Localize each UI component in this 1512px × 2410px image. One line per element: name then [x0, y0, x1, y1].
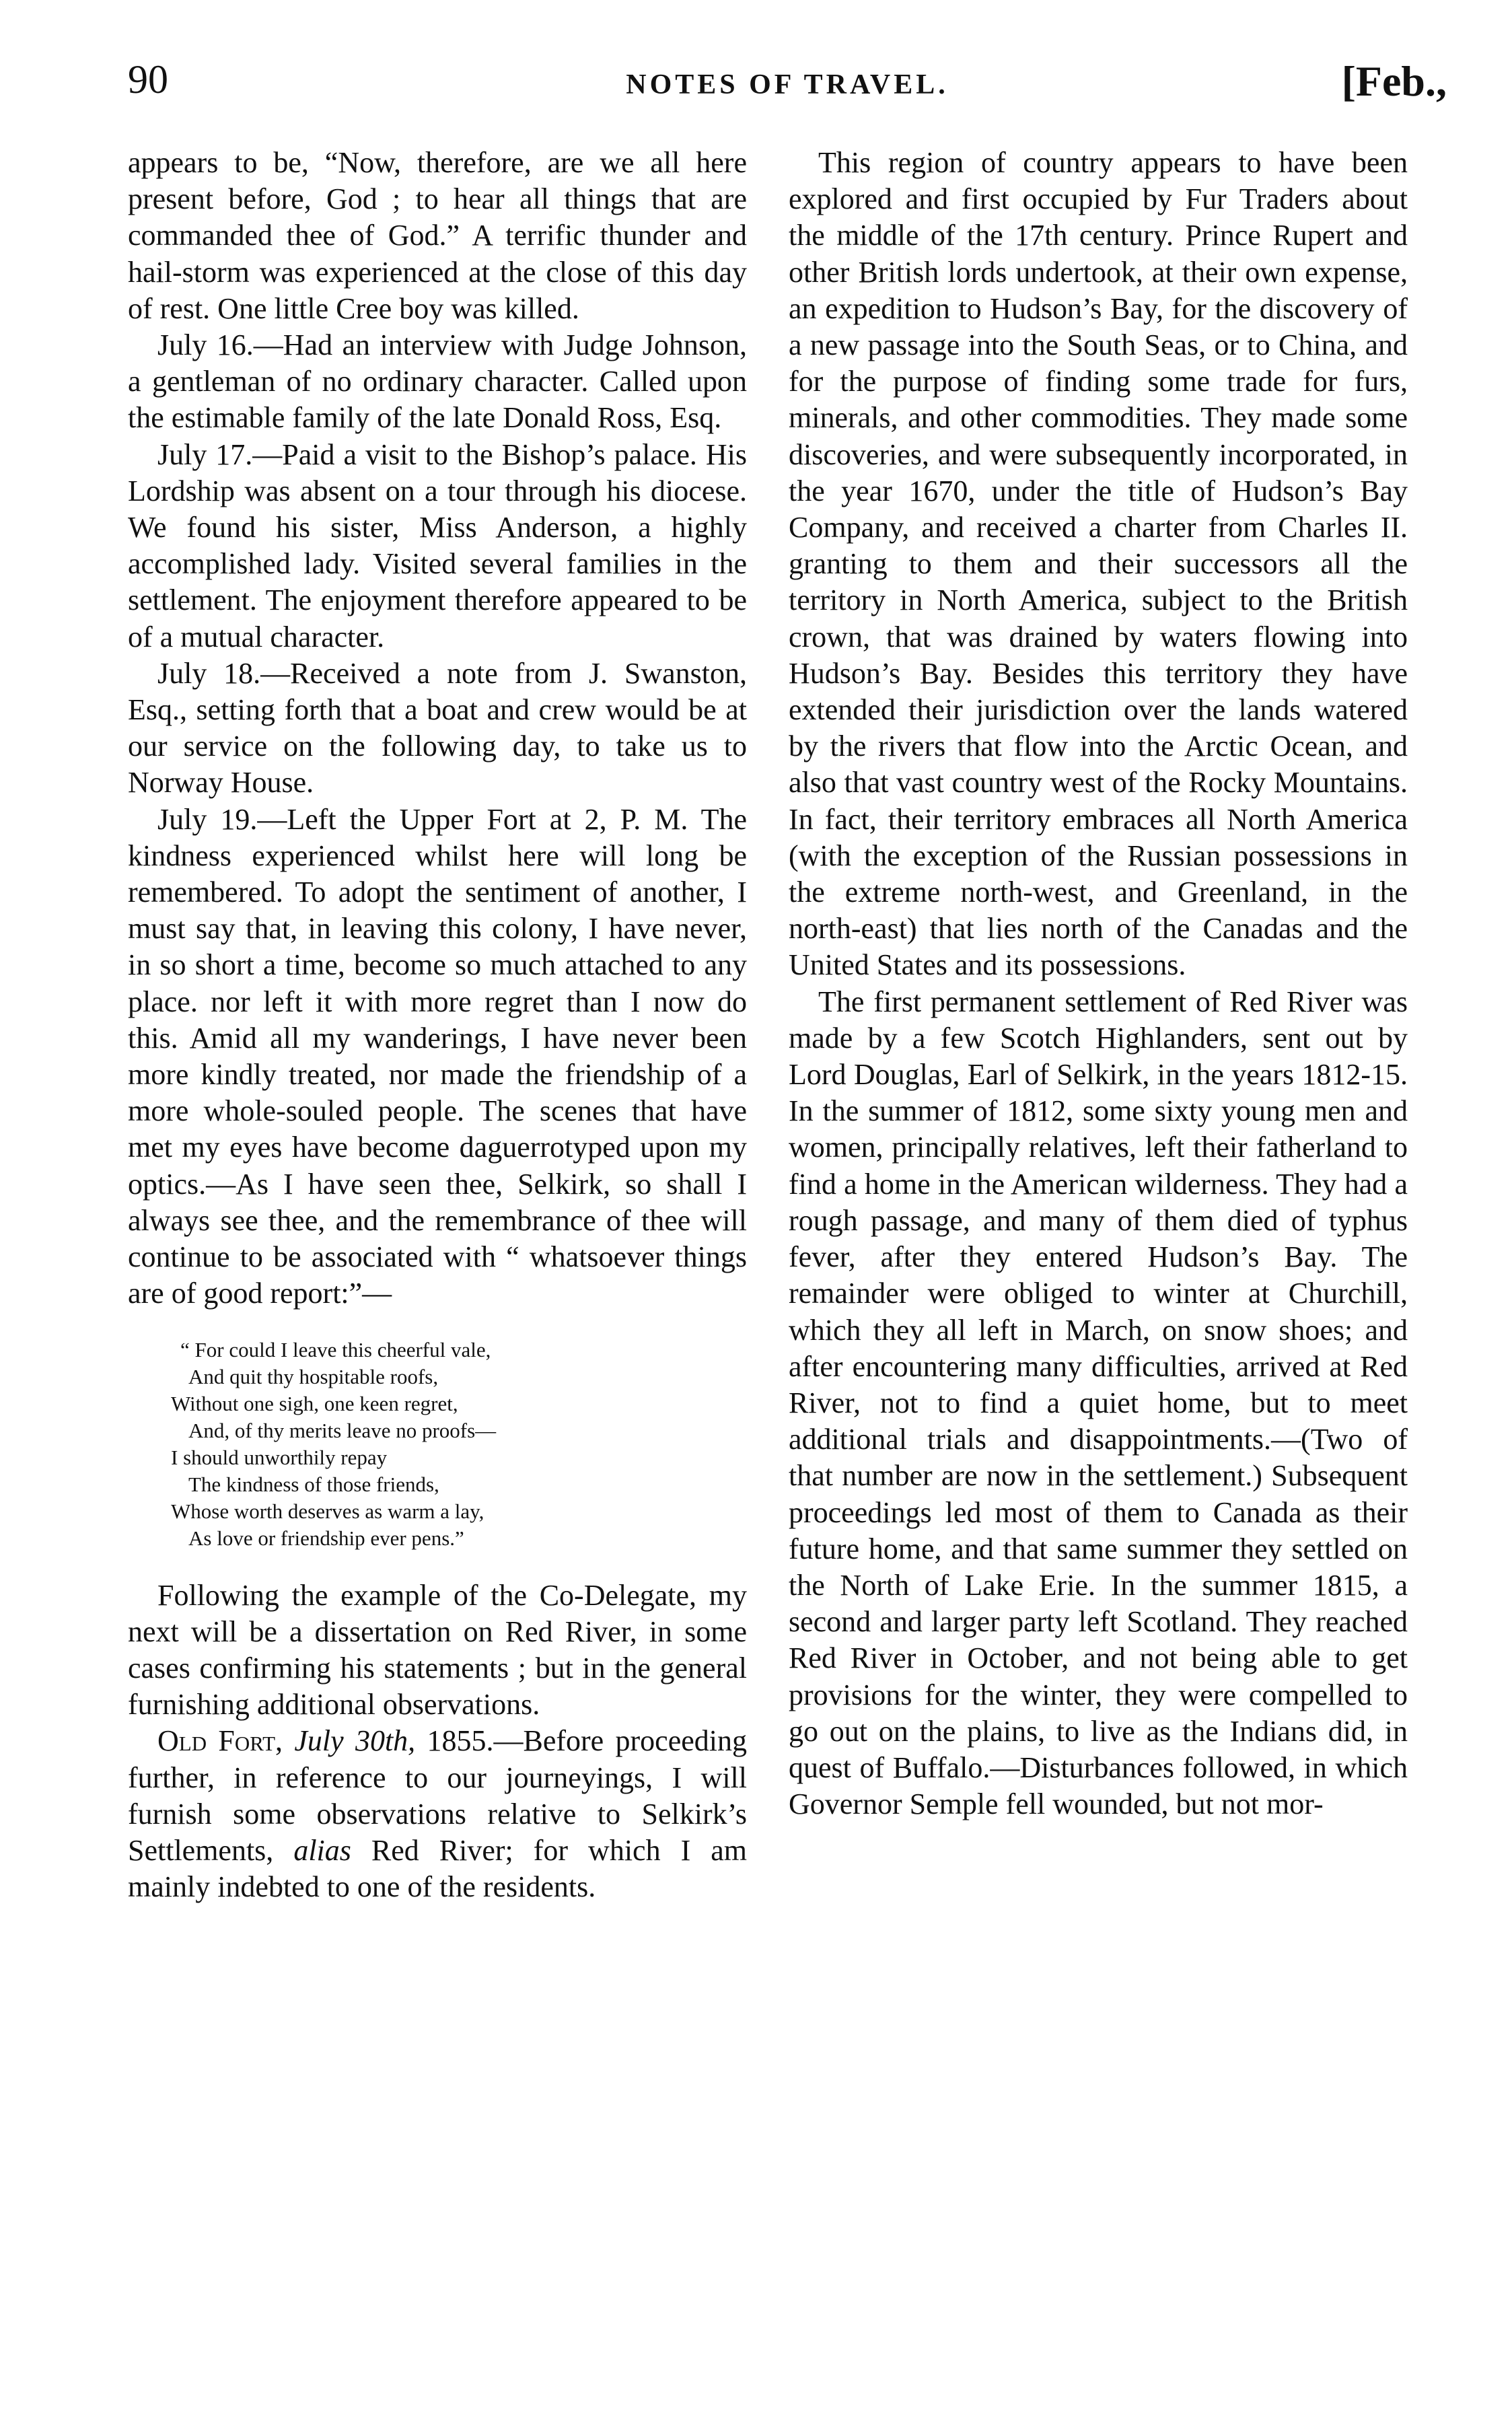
poem-line: And quit thy hospitable roofs,: [188, 1364, 439, 1388]
dateline-place: Old Fort,: [157, 1724, 283, 1758]
paragraph: The first permanent settlement of Red River was made by a few Scotch Highlanders, sent out by Lord Douglas, Earl of Selkirk, in the years 1812-15. In the summer of 1812, some sixty young men and women, principally relatives, left their fatherland to find a home in the American wilderness. They had a rough passage, and many of them died of typhus fever, after they entered Hudson’s Bay. The remainder were obliged to winter at Churchill, which they all left in March, on snow shoes; and after encountering many difficulties, arrived at Red River, not to find a quiet home, but to meet additional trials and disappointments.—(Two of that number are now in the settlement.) Subsequent proceedings led most of them to Canada as their future home, and that same summer they settled on the North of Lake Erie. In the summer 1815, a second and larger party left Scotland. They reached Red River in October, and not being able to get provisions for the winter, they were compelled to go out on the plains, to live as the Indians did, in quest of Buffalo.—Disturbances followed, in which Governor Semple fell wounded, but not mor-: [789, 985, 1408, 1821]
poem-line: “ For could I leave this cheerful vale,: [180, 1337, 491, 1361]
page-number: 90: [128, 57, 168, 102]
poem-line: The kindness of those friends,: [188, 1472, 439, 1496]
section-mark: [Feb.,: [1341, 57, 1447, 105]
paragraph: This region of country appears to have been explored and first occupied by Fur Traders about the middle of the 17th century. Prince Rupert and other British lords undertook, at their own expense, an expedition to Hudson’s Bay, for the discovery of a new passage into the South Seas, or to China, and for the purpose of finding some trade for furs, minerals, and other commodities. They made some discoveries, and were subsequently incorporated, in the year 1670, under the title of Hudson’s Bay Company, and received a charter from Charles II. granting to them and their successors all the territory in North America, subject to the British crown, that was drained by waters flowing into Hudson’s Bay. Besides this territory they have extended their jurisdiction over the lands watered by the rivers that flow into the Arctic Ocean, and also that vast country west of the Rocky Mountains. In fact, their territory embraces all North America (with the exception of the Russian possessions in the extreme north-west, and Greenland, in the north-east) that lies north of the Canadas and the United States and its possessions.: [789, 146, 1408, 982]
poem-line: Without one sigh, one keen regret,: [171, 1391, 458, 1415]
left-column: [128, 145, 747, 1905]
poem-line: Whose worth deserves as warm a lay,: [171, 1499, 484, 1523]
alias-word: alias: [293, 1833, 351, 1867]
paragraph-text: 1855.—Before proceeding further, in reference to our journeyings, I will furnish some observations relative to Selkirk’s Settlements,: [128, 1724, 747, 1867]
poem-line: I should unworthily repay: [171, 1445, 388, 1469]
paragraph: July 19.—Left the Upper Fort at 2, P. M. The kindness experienced whilst here will long be remembered. To adopt the sentiment of another, I must say that, in leaving this colony, I have never, in so short a time, become so much attached to any place. nor left it with more regret than I now do this. Amid all my wanderings, I have never been more kindly treated, nor made the friendship of a more whole-souled people. The scenes that have met my eyes have become daguerrotyped upon my optics.—As I have seen thee, Selkirk, so shall I always see thee, and the remembrance of thee will continue to be associated with “ whatsoever things are of good report:”—: [128, 802, 747, 1310]
dateline-date: July 30th,: [294, 1724, 416, 1758]
poem-line: And, of thy merits leave no proofs—: [188, 1418, 497, 1442]
paragraph: July 18.—Received a note from J. Swanston, Esq., setting forth that a boat and crew would be at our service on the following day, to take us to Norway House.: [128, 656, 747, 800]
poem-line: As love or friendship ever pens.”: [188, 1526, 464, 1550]
page-header: [128, 57, 1447, 131]
paragraph: July 16.—Had an interview with Judge Johnson, a gentleman of no ordinary character. Called upon the estimable family of the late Donald Ross, Esq.: [128, 328, 747, 435]
paragraph: Following the example of the Co-Delegate, my next will be a dissertation on Red River, in some cases confirming his statements ; but in the general furnishing additional observations.: [128, 1578, 747, 1722]
right-column: [789, 145, 1408, 1822]
paragraph-text: Red River; for which I am mainly indebted to one of the residents.: [128, 1833, 747, 1904]
paragraph: [128, 1723, 747, 1905]
poem: [128, 1337, 747, 1552]
running-title: NOTES OF TRAVEL.: [626, 69, 949, 100]
paragraph: July 17.—Paid a visit to the Bishop’s palace. His Lordship was absent on a tour through his diocese. We found his sister, Miss Anderson, a highly accomplished lady. Visited several families in the settlement. The enjoyment therefore appeared to be of a mutual character.: [128, 437, 747, 653]
paragraph: appears to be, “Now, therefore, are we all here present before, God ; to hear all things that are commanded thee of God.” A terrific thunder and hail-storm was experienced at the close of this day of rest. One little Cree boy was killed.: [128, 146, 747, 325]
